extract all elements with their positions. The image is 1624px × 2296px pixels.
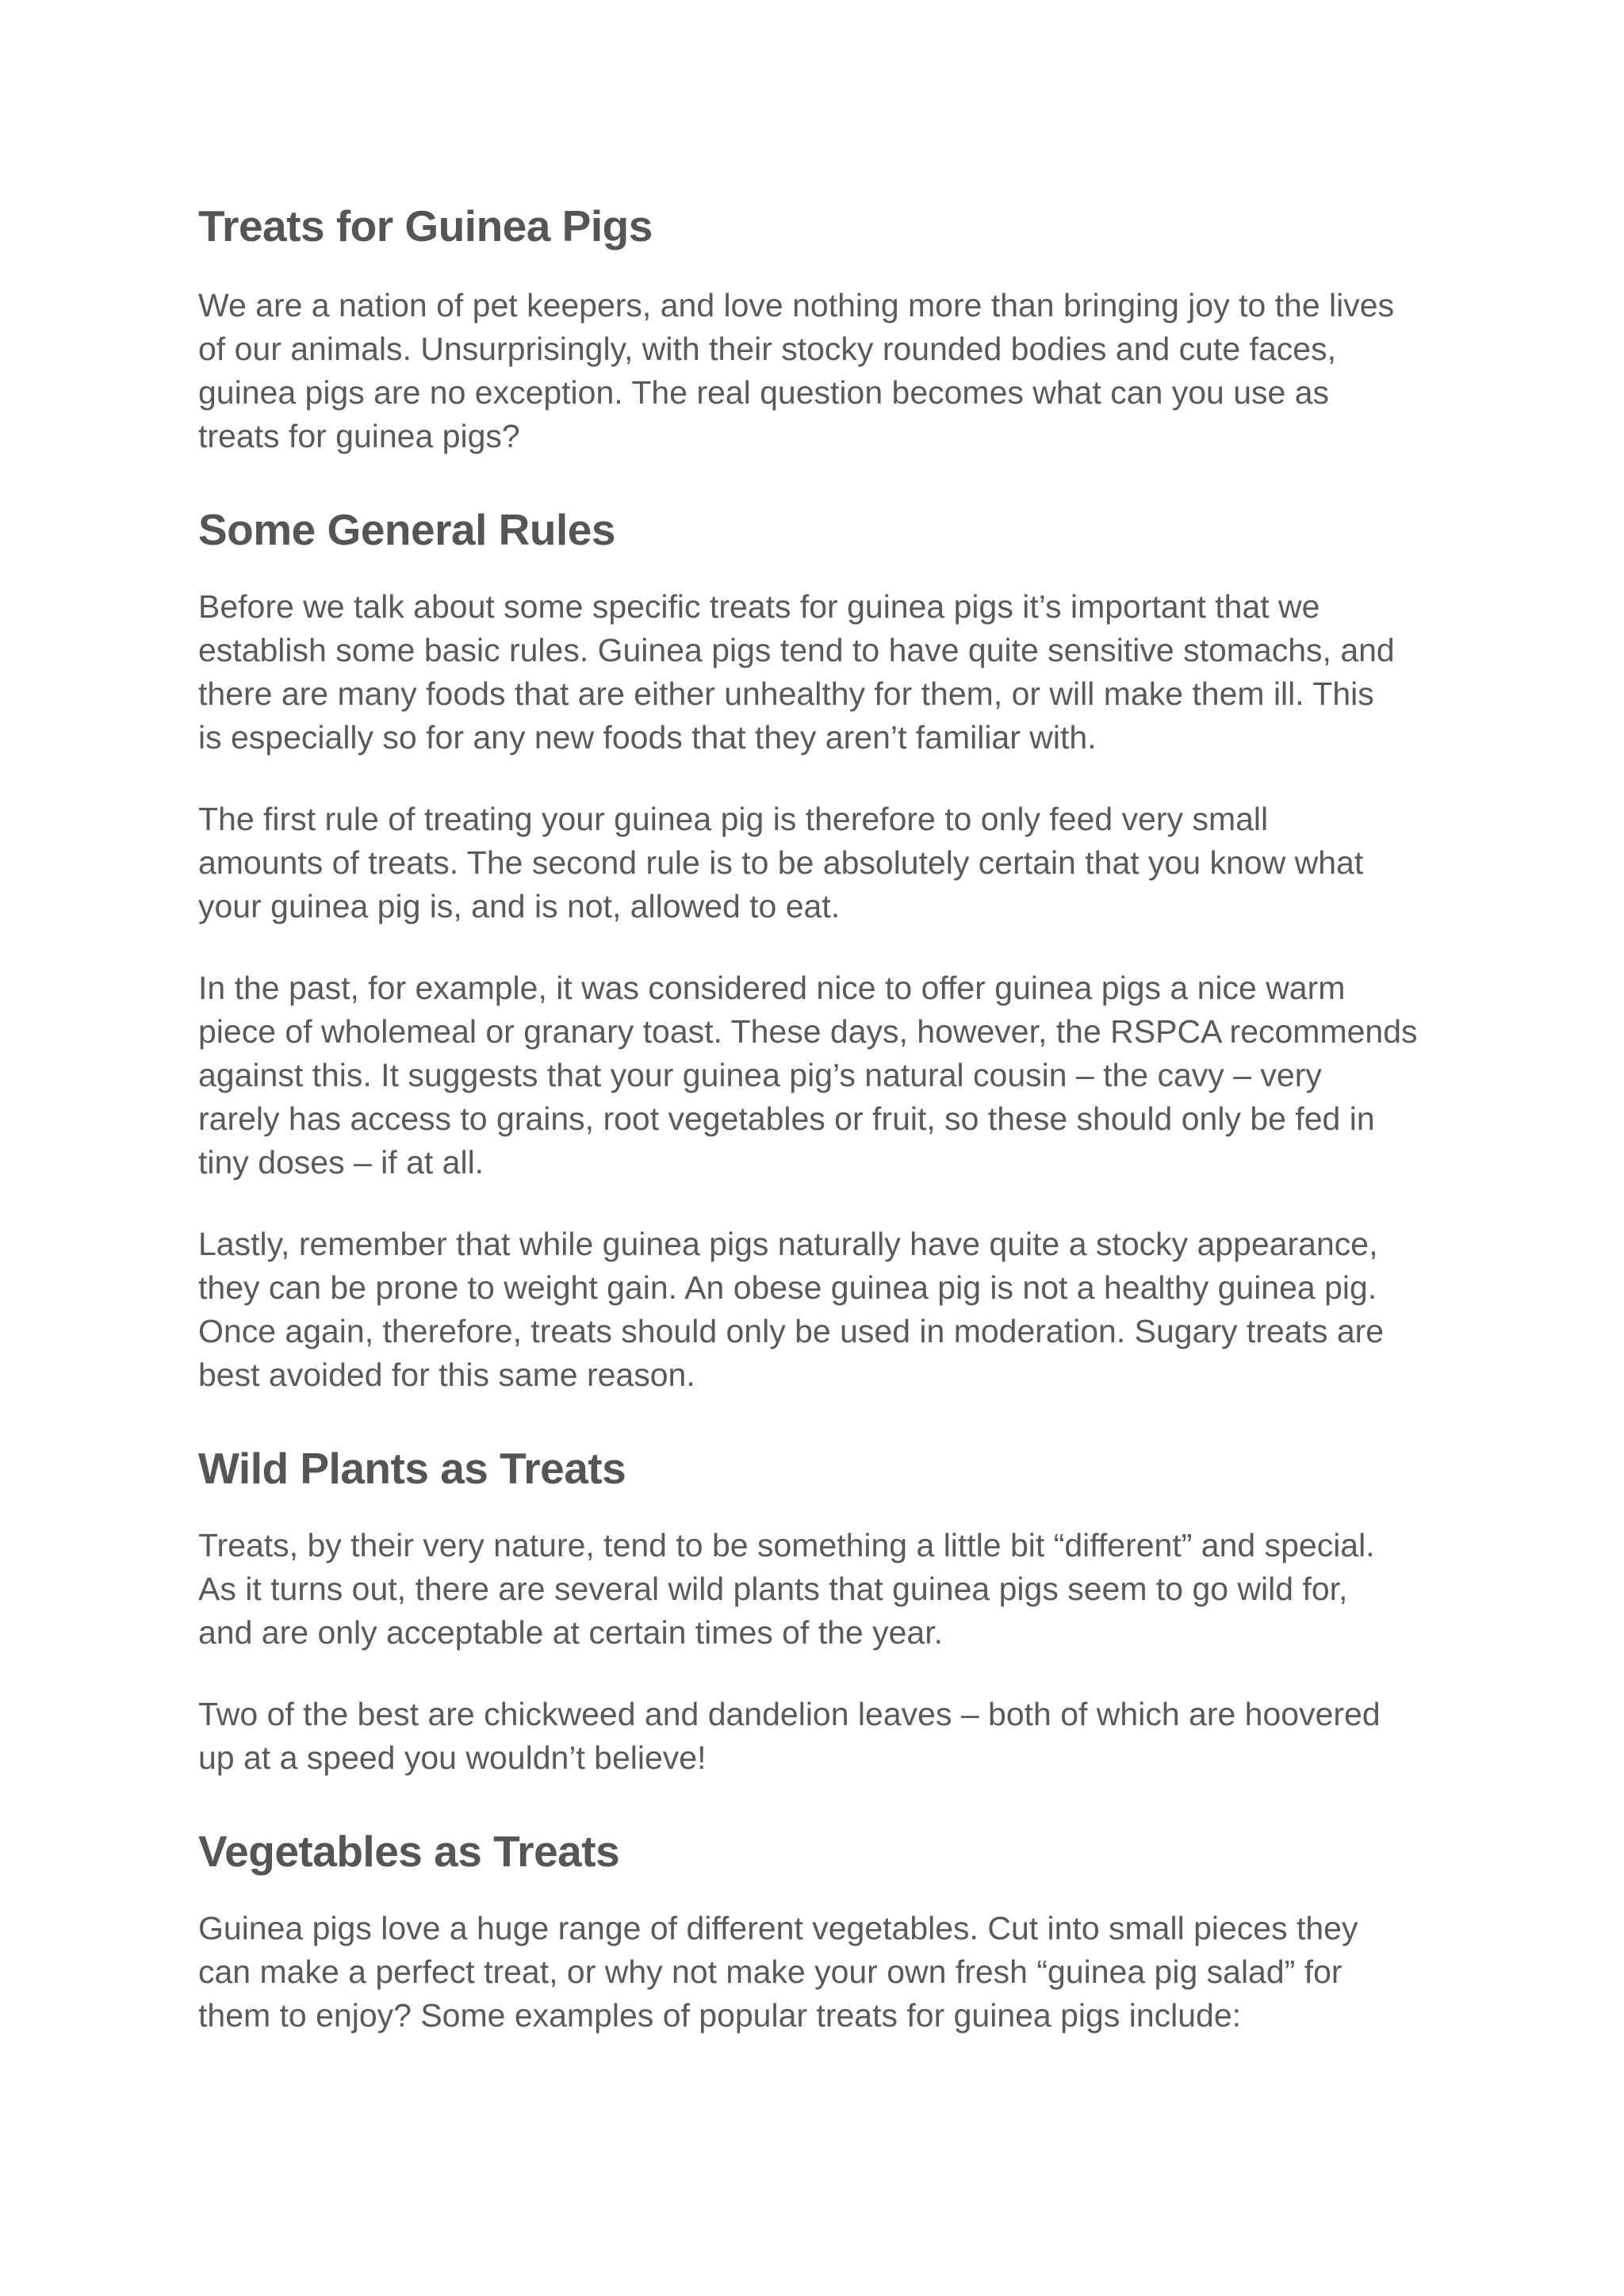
paragraph <box>198 966 1451 1184</box>
text-line: up at a speed you wouldn’t believe! <box>198 1739 707 1776</box>
text-line: your guinea pig is, and is not, allowed to eat. <box>198 888 841 924</box>
text-line: is especially so for any new foods that they aren’t familiar with. <box>198 719 1097 756</box>
text-line: Once again, therefore, treats should only be used in moderation. Sugary treats are <box>198 1313 1385 1349</box>
text-line: against this. It suggests that your guinea pig’s natural cousin – the cavy – very <box>198 1057 1322 1093</box>
paragraph <box>198 1223 1451 1397</box>
text-line: rarely has access to grains, root vegetables or fruit, so these should only be fed in <box>198 1100 1375 1137</box>
page-title: Treats for Guinea Pigs <box>198 201 653 251</box>
text-line: We are a nation of pet keepers, and love nothing more than bringing joy to the lives <box>198 287 1395 323</box>
section-heading-vegetables: Vegetables as Treats <box>198 1827 620 1876</box>
text-line: Two of the best are chickweed and dandelion leaves – both of which are hoovered <box>198 1696 1381 1732</box>
text-line: piece of wholemeal or granary toast. These days, however, the RSPCA recommends <box>198 1013 1418 1050</box>
text-line: tiny doses – if at all. <box>198 1144 485 1181</box>
text-line: of our animals. Unsurprisingly, with their stocky rounded bodies and cute faces, <box>198 331 1336 367</box>
text-line: best avoided for this same reason. <box>198 1357 695 1393</box>
text-line: there are many foods that are either unhealthy for them, or will make them ill. This <box>198 675 1374 712</box>
text-line: can make a perfect treat, or why not make your own fresh “guinea pig salad” for <box>198 1954 1342 1990</box>
paragraph <box>198 585 1451 760</box>
paragraph <box>198 1693 1451 1780</box>
text-line: Lastly, remember that while guinea pigs naturally have quite a stocky appearance, <box>198 1226 1378 1262</box>
text-line: they can be prone to weight gain. An obese guinea pig is not a healthy guinea pig. <box>198 1269 1377 1306</box>
text-line: guinea pigs are no exception. The real question becomes what can you use as <box>198 374 1330 411</box>
text-line: amounts of treats. The second rule is to be absolutely certain that you know what <box>198 844 1364 881</box>
paragraph <box>198 1524 1451 1655</box>
text-line: In the past, for example, it was considered nice to offer guinea pigs a nice warm <box>198 970 1346 1006</box>
text-line: them to enjoy? Some examples of popular treats for guinea pigs include: <box>198 1997 1242 2034</box>
text-line: Treats, by their very nature, tend to be something a little bit “different” and special. <box>198 1527 1375 1563</box>
paragraph <box>198 798 1451 928</box>
section-heading-wild-plants: Wild Plants as Treats <box>198 1444 626 1493</box>
text-line: Guinea pigs love a huge range of different vegetables. Cut into small pieces they <box>198 1910 1358 1946</box>
text-line: As it turns out, there are several wild plants that guinea pigs seem to go wild for, <box>198 1571 1348 1607</box>
text-line: The first rule of treating your guinea pig is therefore to only feed very small <box>198 801 1269 837</box>
section-heading-general-rules: Some General Rules <box>198 505 615 554</box>
text-line: establish some basic rules. Guinea pigs tend to have quite sensitive stomachs, and <box>198 632 1395 668</box>
text-line: Before we talk about some specific treats for guinea pigs it’s important that we <box>198 588 1320 625</box>
paragraph <box>198 1907 1451 2038</box>
text-line: treats for guinea pigs? <box>198 418 520 454</box>
text-line: and are only acceptable at certain times of the year. <box>198 1614 943 1651</box>
intro-paragraph <box>198 284 1451 458</box>
document-page <box>198 194 1451 2038</box>
